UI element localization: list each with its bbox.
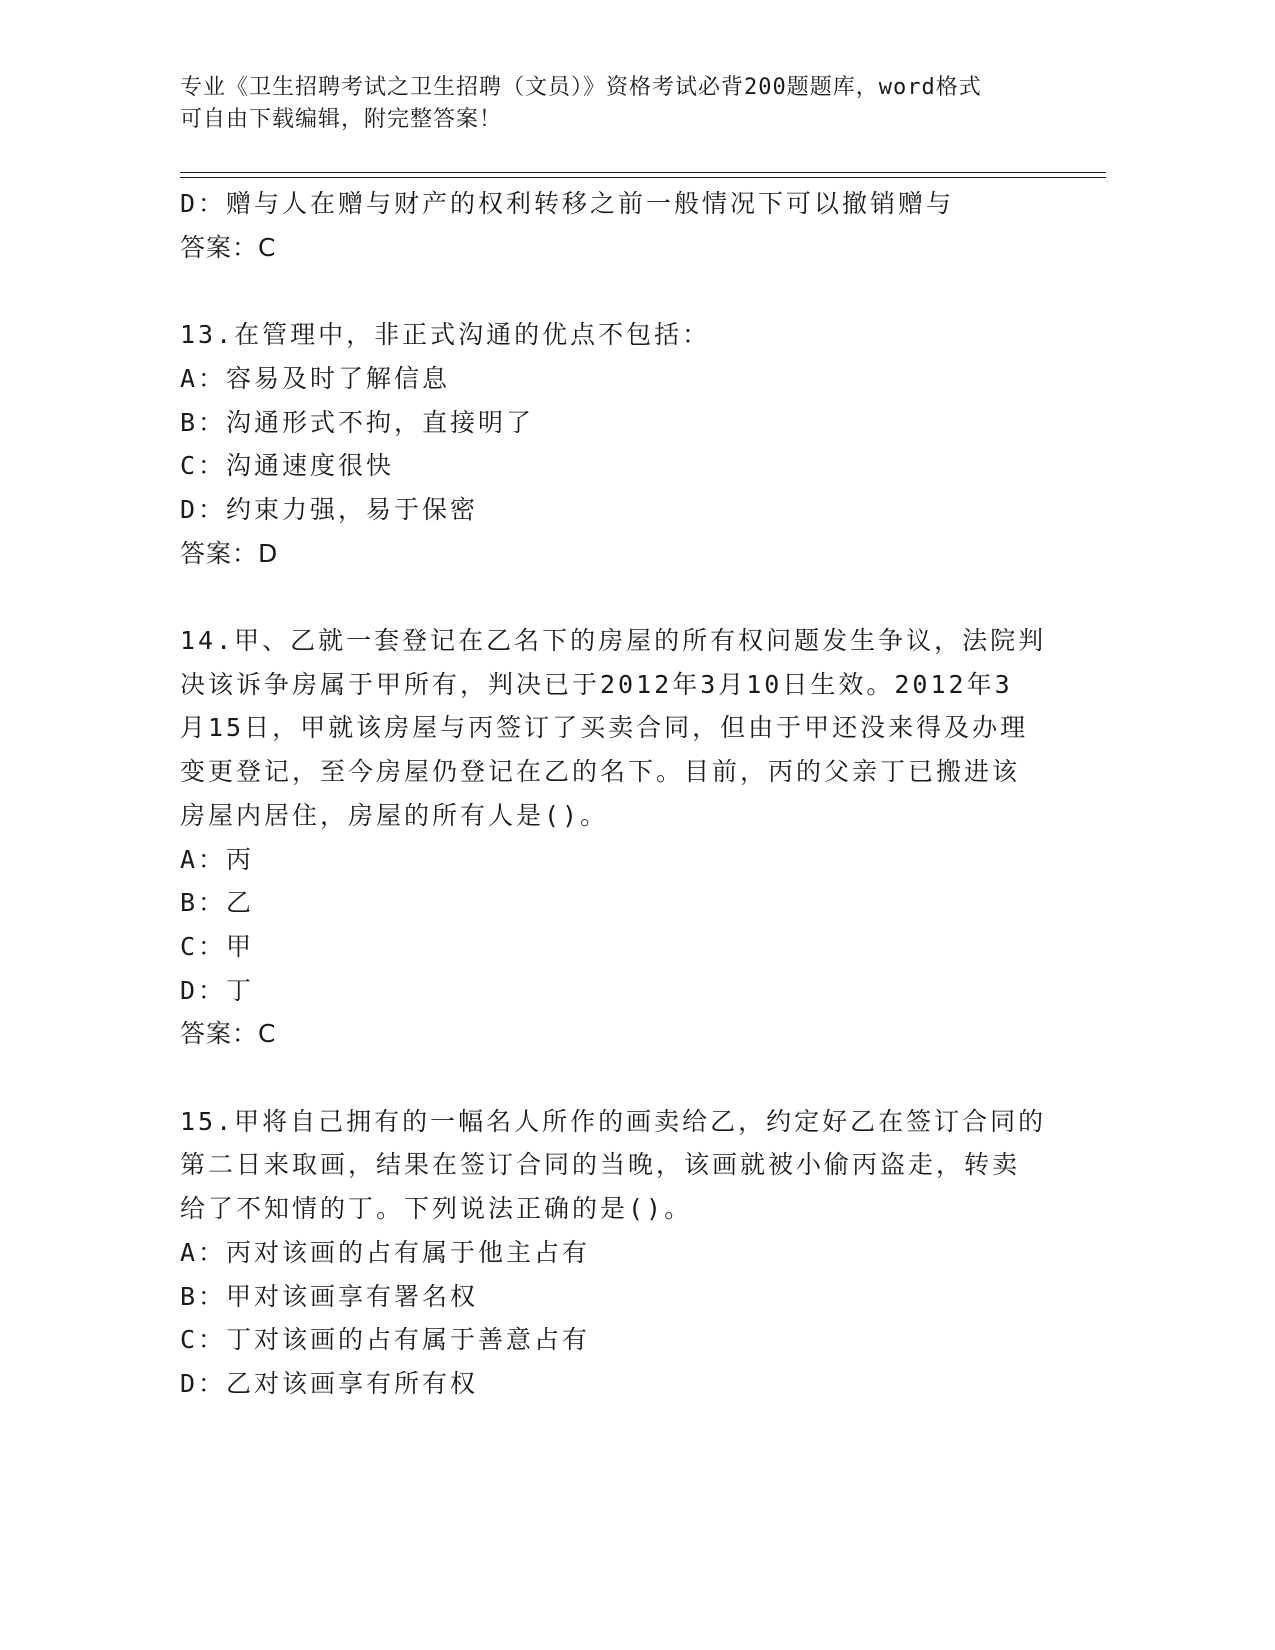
option-c: C：甲 [180, 931, 255, 961]
document-header [180, 72, 1060, 136]
document-body [180, 182, 1060, 1406]
question-stem: 13.在管理中，非正式沟通的优点不包括： [180, 320, 711, 350]
spacer [180, 269, 1060, 313]
option-b: B：乙 [180, 888, 255, 918]
question-15 [180, 1100, 1060, 1406]
option-d: D：约束力强，易于保密 [180, 494, 479, 524]
answer-line: 答案：C [180, 1019, 277, 1049]
spacer [180, 1056, 1060, 1100]
question-stem-line: 第二日来取画，结果在签订合同的当晚，该画就被小偷丙盗走，转卖 [180, 1150, 1021, 1180]
option-b: B：沟通形式不拘，直接明了 [180, 407, 535, 437]
option-d: D：赠与人在赠与财产的权利转移之前一般情况下可以撤销赠与 [180, 189, 955, 218]
answer-line: 答案：D [180, 538, 279, 568]
spacer [180, 575, 1060, 619]
question-stem-line: 15.甲将自己拥有的一幅名人所作的画卖给乙，约定好乙在签订合同的 [180, 1106, 1047, 1136]
question-stem-line: 月15日，甲就该房屋与丙签订了买卖合同，但由于甲还没来得及办理 [180, 713, 1029, 743]
answer-line: 答案：C [180, 232, 277, 262]
question-stem-line: 变更登记，至今房屋仍登记在乙的名下。目前，丙的父亲丁已搬进该 [180, 757, 1021, 787]
header-divider [180, 177, 1106, 178]
question-stem-line: 房屋内居住，房屋的所有人是()。 [180, 800, 609, 830]
question-14 [180, 619, 1060, 1056]
option-d: D：乙对该画享有所有权 [180, 1368, 479, 1398]
option-a: A：丙对该画的占有属于他主占有 [180, 1237, 591, 1267]
question-stem-line: 14.甲、乙就一套登记在乙名下的房屋的所有权问题发生争议，法院判 [180, 626, 1047, 655]
option-c: C：丁对该画的占有属于善意占有 [180, 1325, 591, 1355]
option-d: D：丁 [180, 975, 255, 1005]
option-a: A：丙 [180, 844, 255, 874]
option-c: C：沟通速度很快 [180, 451, 395, 481]
option-b: B：甲对该画享有署名权 [180, 1281, 479, 1311]
question-stem-line: 给了不知情的丁。下列说法正确的是()。 [180, 1194, 693, 1224]
option-a: A：容易及时了解信息 [180, 363, 451, 393]
question-stem-line: 决该诉争房属于甲所有，判决已于2012年3月10日生效。2012年3 [180, 669, 1013, 699]
header-divider [180, 172, 1106, 173]
question-13 [180, 313, 1060, 575]
header-line: 可自由下载编辑，附完整答案！ [180, 107, 503, 132]
question-12-tail [180, 182, 1060, 269]
header-line: 专业《卫生招聘考试之卫生招聘（文员）》资格考试必背200题题库，word格式 [180, 75, 982, 100]
